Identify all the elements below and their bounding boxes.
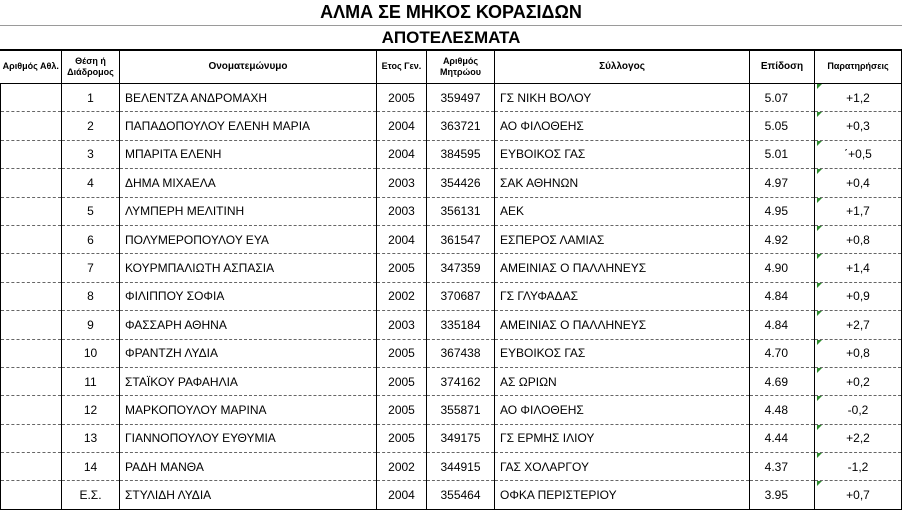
cell-name[interactable]: ΠΑΠΑΔΟΠΟΥΛΟΥ ΕΛΕΝΗ ΜΑΡΙΑ: [120, 112, 377, 140]
cell-place[interactable]: 8: [62, 282, 120, 310]
cell-year[interactable]: 2004: [377, 481, 427, 509]
cell-place[interactable]: 13: [62, 424, 120, 452]
cell-club[interactable]: ΕΣΠΕΡΟΣ ΛΑΜΙΑΣ: [495, 225, 750, 253]
cell-name[interactable]: ΠΟΛΥΜΕΡΟΠΟΥΛΟΥ ΕΥΑ: [120, 225, 377, 253]
cell-club[interactable]: ΓΑΣ ΧΟΛΑΡΓΟΥ: [495, 453, 750, 481]
cell-year[interactable]: 2002: [377, 282, 427, 310]
cell-athlete-no[interactable]: [1, 424, 62, 452]
results-table: [0, 50, 902, 510]
comment-marker-icon: [817, 112, 822, 117]
cell-reg-no[interactable]: 367438: [427, 339, 495, 367]
cell-reg-no[interactable]: 363721: [427, 112, 495, 140]
cell-club[interactable]: ΑΟ ΦΙΛΟΘΕΗΣ: [495, 112, 750, 140]
cell-remarks[interactable]: [815, 453, 902, 481]
cell-performance[interactable]: 4.92: [750, 225, 815, 253]
cell-name[interactable]: ΦΑΣΣΑΡΗ ΑΘΗΝΑ: [120, 311, 377, 339]
cell-name[interactable]: ΡΑΔΗ ΜΑΝΘΑ: [120, 453, 377, 481]
cell-name[interactable]: ΚΟΥΡΜΠΑΛΙΩΤΗ ΑΣΠΑΣΙΑ: [120, 254, 377, 282]
cell-year[interactable]: 2005: [377, 339, 427, 367]
comment-marker-icon: [817, 340, 822, 345]
cell-reg-no[interactable]: 349175: [427, 424, 495, 452]
wind-value: +0,8: [846, 346, 870, 361]
cell-place[interactable]: 11: [62, 367, 120, 395]
cell-performance[interactable]: 4.84: [750, 282, 815, 310]
table-row: [1, 140, 902, 168]
cell-remarks[interactable]: [815, 367, 902, 395]
cell-year[interactable]: 2005: [377, 254, 427, 282]
cell-place[interactable]: 6: [62, 225, 120, 253]
cell-place[interactable]: 14: [62, 453, 120, 481]
table-row: [1, 453, 902, 481]
cell-year[interactable]: 2003: [377, 311, 427, 339]
cell-name[interactable]: ΛΥΜΠΕΡΗ ΜΕΛΙΤΙΝΗ: [120, 197, 377, 225]
header-athlete-no[interactable]: Αριθμός Αθλ.: [1, 50, 62, 84]
cell-club[interactable]: ΑΜΕΙΝΙΑΣ Ο ΠΑΛΛΗΝΕΥΣ: [495, 311, 750, 339]
header-row: [1, 50, 902, 84]
comment-marker-icon: [817, 254, 822, 259]
page-title: ΑΛΜΑ ΣΕ ΜΗΚΟΣ ΚΟΡΑΣΙΔΩΝ: [0, 0, 902, 26]
header-remarks[interactable]: Παρατηρήσεις: [815, 50, 902, 84]
cell-place[interactable]: 2: [62, 112, 120, 140]
cell-club[interactable]: ΕΥΒΟΙΚΟΣ ΓΑΣ: [495, 140, 750, 168]
header-place[interactable]: Θέση ή Διάδρομος: [62, 50, 120, 84]
comment-marker-icon: [817, 198, 822, 203]
cell-club[interactable]: ΣΑΚ ΑΘΗΝΩΝ: [495, 169, 750, 197]
cell-year[interactable]: 2005: [377, 396, 427, 424]
cell-name[interactable]: ΜΑΡΚΟΠΟΥΛΟΥ ΜΑΡΙΝΑ: [120, 396, 377, 424]
table-row: [1, 225, 902, 253]
cell-name[interactable]: ΦΙΛΙΠΠΟΥ ΣΟΦΙΑ: [120, 282, 377, 310]
cell-performance[interactable]: 4.90: [750, 254, 815, 282]
cell-reg-no[interactable]: 335184: [427, 311, 495, 339]
table-row: [1, 254, 902, 282]
cell-place[interactable]: 12: [62, 396, 120, 424]
cell-remarks[interactable]: [815, 84, 902, 112]
comment-marker-icon: [817, 368, 822, 373]
wind-value: +0,9: [846, 289, 870, 304]
cell-athlete-no[interactable]: [1, 169, 62, 197]
cell-club[interactable]: ΓΣ ΕΡΜΗΣ ΙΛΙΟΥ: [495, 424, 750, 452]
cell-athlete-no[interactable]: [1, 84, 62, 112]
comment-marker-icon: [817, 283, 822, 288]
cell-reg-no[interactable]: 361547: [427, 225, 495, 253]
cell-reg-no[interactable]: 370687: [427, 282, 495, 310]
wind-value: +0,4: [846, 175, 870, 190]
cell-reg-no[interactable]: 384595: [427, 140, 495, 168]
cell-athlete-no[interactable]: [1, 112, 62, 140]
cell-year[interactable]: 2003: [377, 169, 427, 197]
cell-place[interactable]: 5: [62, 197, 120, 225]
cell-reg-no[interactable]: 355464: [427, 481, 495, 509]
wind-value: +2,2: [846, 431, 870, 446]
cell-place[interactable]: Ε.Σ.: [62, 481, 120, 509]
wind-value: +0,2: [846, 374, 870, 389]
cell-remarks[interactable]: [815, 282, 902, 310]
comment-marker-icon: [817, 141, 822, 146]
cell-club[interactable]: ΓΣ ΝΙΚΗ ΒΟΛΟΥ: [495, 84, 750, 112]
comment-marker-icon: [817, 396, 822, 401]
cell-place[interactable]: 10: [62, 339, 120, 367]
table-row: [1, 112, 902, 140]
table-row: [1, 169, 902, 197]
cell-reg-no[interactable]: 344915: [427, 453, 495, 481]
table-row: [1, 282, 902, 310]
cell-reg-no[interactable]: 356131: [427, 197, 495, 225]
cell-athlete-no[interactable]: [1, 197, 62, 225]
cell-remarks[interactable]: [815, 112, 902, 140]
cell-reg-no[interactable]: 359497: [427, 84, 495, 112]
cell-remarks[interactable]: [815, 197, 902, 225]
wind-value: -1,2: [847, 459, 869, 474]
cell-remarks[interactable]: [815, 339, 902, 367]
wind-value: +1,7: [846, 204, 870, 219]
cell-remarks[interactable]: [815, 254, 902, 282]
cell-remarks[interactable]: [815, 481, 902, 509]
cell-year[interactable]: 2005: [377, 424, 427, 452]
cell-club[interactable]: ΑΕΚ: [495, 197, 750, 225]
table-row: [1, 424, 902, 452]
cell-name[interactable]: ΔΗΜΑ ΜΙΧΑΕΛΑ: [120, 169, 377, 197]
cell-club[interactable]: ΟΦΚΑ ΠΕΡΙΣΤΕΡΙΟΥ: [495, 481, 750, 509]
cell-name[interactable]: ΜΠΑΡΙΤΑ ΕΛΕΝΗ: [120, 140, 377, 168]
comment-marker-icon: [817, 84, 822, 89]
cell-performance[interactable]: 4.44: [750, 424, 815, 452]
cell-year[interactable]: 2005: [377, 367, 427, 395]
cell-reg-no[interactable]: 355871: [427, 396, 495, 424]
comment-marker-icon: [817, 481, 822, 486]
cell-performance[interactable]: 4.70: [750, 339, 815, 367]
cell-performance[interactable]: 4.69: [750, 367, 815, 395]
table-row: [1, 84, 902, 112]
cell-performance[interactable]: 4.37: [750, 453, 815, 481]
header-name[interactable]: Ονοματεμώνυμο: [120, 50, 377, 84]
cell-reg-no[interactable]: 374162: [427, 367, 495, 395]
table-row: [1, 481, 902, 509]
cell-place[interactable]: 9: [62, 311, 120, 339]
cell-year[interactable]: 2004: [377, 140, 427, 168]
cell-place[interactable]: 4: [62, 169, 120, 197]
cell-athlete-no[interactable]: [1, 282, 62, 310]
cell-remarks[interactable]: [815, 140, 902, 168]
cell-club[interactable]: ΕΥΒΟΙΚΟΣ ΓΑΣ: [495, 339, 750, 367]
cell-remarks[interactable]: [815, 396, 902, 424]
header-reg-no[interactable]: Αριθμός Μητρώου: [427, 50, 495, 84]
cell-year[interactable]: 2005: [377, 84, 427, 112]
table-row: [1, 311, 902, 339]
header-club[interactable]: Σύλλογος: [495, 50, 750, 84]
comment-marker-icon: [817, 311, 822, 316]
comment-marker-icon: [817, 226, 822, 231]
cell-performance[interactable]: 4.48: [750, 396, 815, 424]
cell-athlete-no[interactable]: [1, 481, 62, 509]
table-row: [1, 197, 902, 225]
cell-name[interactable]: ΓΙΑΝΝΟΠΟΥΛΟΥ ΕΥΘΥΜΙΑ: [120, 424, 377, 452]
cell-performance[interactable]: 5.05: [750, 112, 815, 140]
cell-name[interactable]: ΣΤΑΪΚΟΥ ΡΑΦΑΗΛΙΑ: [120, 367, 377, 395]
cell-club[interactable]: ΑΟ ΦΙΛΟΘΕΗΣ: [495, 396, 750, 424]
cell-club[interactable]: ΑΣ ΩΡΙΩΝ: [495, 367, 750, 395]
wind-value: +0,3: [846, 119, 870, 134]
cell-athlete-no[interactable]: [1, 311, 62, 339]
cell-reg-no[interactable]: 354426: [427, 169, 495, 197]
wind-value: +0,8: [846, 232, 870, 247]
cell-remarks[interactable]: [815, 225, 902, 253]
wind-value: +0,7: [846, 488, 870, 503]
cell-name[interactable]: ΒΕΛΕΝΤΖΑ ΑΝΔΡΟΜΑΧΗ: [120, 84, 377, 112]
cell-reg-no[interactable]: 347359: [427, 254, 495, 282]
wind-value: +2,7: [846, 317, 870, 332]
cell-club[interactable]: ΓΣ ΓΛΥΦΑΔΑΣ: [495, 282, 750, 310]
table-row: [1, 367, 902, 395]
cell-remarks[interactable]: [815, 424, 902, 452]
cell-remarks[interactable]: [815, 311, 902, 339]
cell-year[interactable]: 2002: [377, 453, 427, 481]
cell-name[interactable]: ΣΤΥΛΙΔΗ ΛΥΔΙΑ: [120, 481, 377, 509]
cell-year[interactable]: 2003: [377, 197, 427, 225]
cell-remarks[interactable]: [815, 169, 902, 197]
wind-value: ΄+0,5: [844, 147, 872, 162]
cell-performance[interactable]: 5.07: [750, 84, 815, 112]
wind-value: -0,2: [847, 402, 869, 417]
cell-year[interactable]: 2004: [377, 225, 427, 253]
cell-athlete-no[interactable]: [1, 453, 62, 481]
cell-athlete-no[interactable]: [1, 254, 62, 282]
cell-performance[interactable]: 4.97: [750, 169, 815, 197]
comment-marker-icon: [817, 425, 822, 430]
comment-marker-icon: [817, 169, 822, 174]
cell-place[interactable]: 3: [62, 140, 120, 168]
cell-athlete-no[interactable]: [1, 339, 62, 367]
header-year[interactable]: Ετος Γεν.: [377, 50, 427, 84]
cell-place[interactable]: 7: [62, 254, 120, 282]
cell-performance[interactable]: 4.95: [750, 197, 815, 225]
cell-club[interactable]: ΑΜΕΙΝΙΑΣ Ο ΠΑΛΛΗΝΕΥΣ: [495, 254, 750, 282]
cell-athlete-no[interactable]: [1, 367, 62, 395]
cell-athlete-no[interactable]: [1, 225, 62, 253]
table-row: [1, 339, 902, 367]
header-performance[interactable]: Επίδοση: [750, 50, 815, 84]
page-subtitle: ΑΠΟΤΕΛΕΣΜΑΤΑ: [0, 26, 902, 51]
cell-athlete-no[interactable]: [1, 396, 62, 424]
table-row: [1, 396, 902, 424]
cell-athlete-no[interactable]: [1, 140, 62, 168]
cell-place[interactable]: 1: [62, 84, 120, 112]
comment-marker-icon: [817, 453, 822, 458]
wind-value: +1,4: [846, 261, 870, 276]
cell-performance[interactable]: 5.01: [750, 140, 815, 168]
cell-name[interactable]: ΦΡΑΝΤΖΗ ΛΥΔΙΑ: [120, 339, 377, 367]
cell-performance[interactable]: 4.84: [750, 311, 815, 339]
wind-value: +1,2: [846, 90, 870, 105]
cell-year[interactable]: 2004: [377, 112, 427, 140]
cell-performance[interactable]: 3.95: [750, 481, 815, 509]
